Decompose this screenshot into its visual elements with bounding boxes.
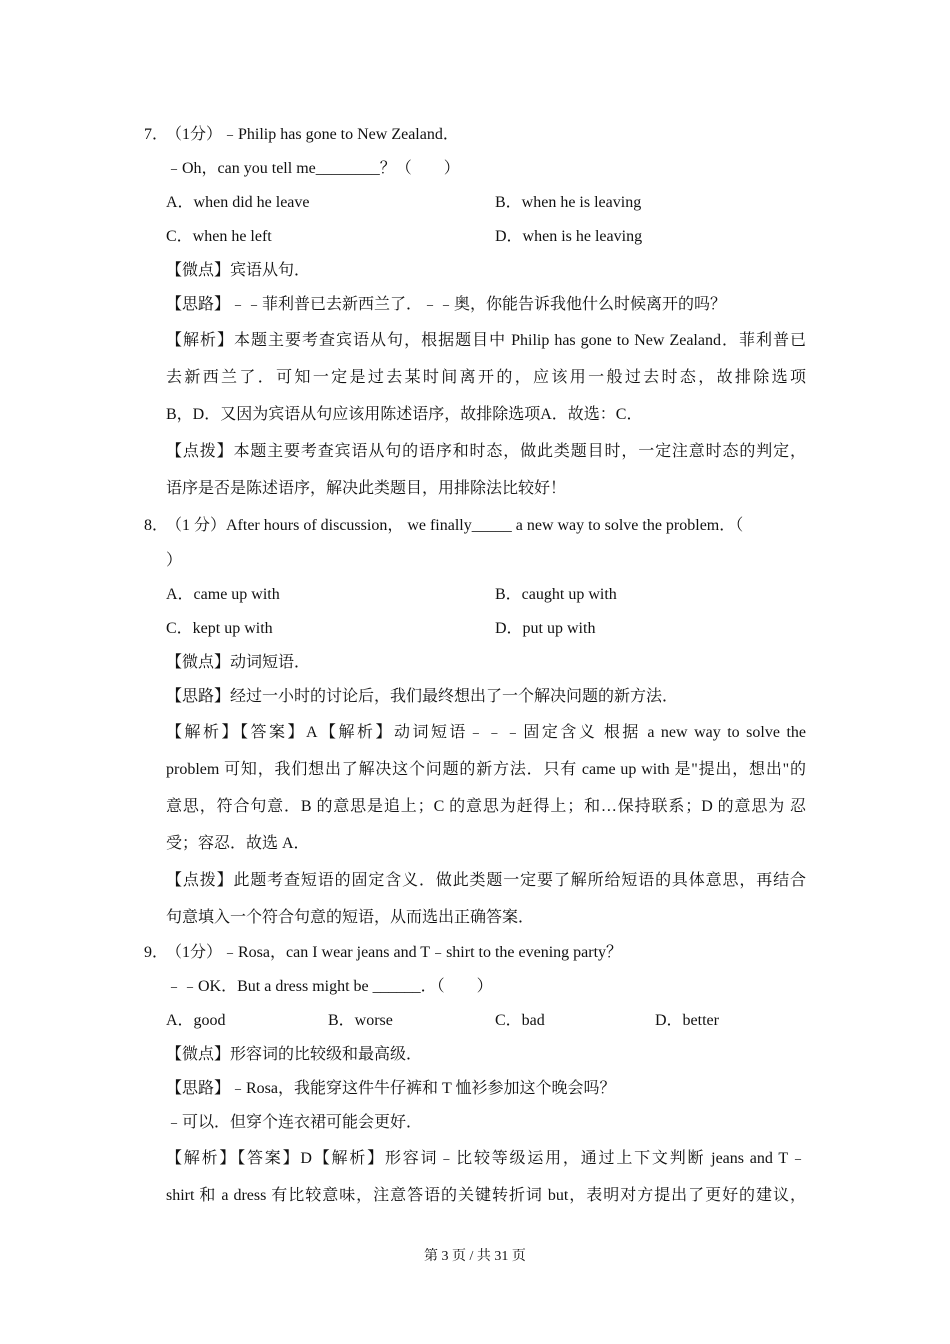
question-9-silu: 【思路】﹣Rosa，我能穿这件牛仔裤和 T 恤衫参加这个晚会吗？ xyxy=(166,1080,616,1097)
question-7-jiexi-1: 【解析】本题主要考查宾语从句，根据题目中 Philip has gone to New Zealand．菲利普已 xyxy=(166,332,806,349)
question-8-silu: 【思路】经过一小时的讨论后，我们最终想出了一个解决问题的新方法． xyxy=(166,688,679,705)
question-number: 7． xyxy=(144,126,169,143)
page-content xyxy=(0,118,950,1214)
question-9-silu-2: ﹣可以．但穿个连衣裙可能会更好． xyxy=(166,1114,423,1131)
question-8-stem xyxy=(0,507,950,544)
question-7-options-ab xyxy=(0,186,950,220)
question-8-jiexi-1: 【解析】【答案】A【解析】动词短语﹣﹣﹣固定含义 根据 a new way to solve the xyxy=(166,724,806,741)
question-7-stem xyxy=(0,118,950,152)
option-d: D．better xyxy=(655,1012,719,1029)
question-8-dianbo-1: 【点拨】此题考查短语的固定含义．做此类题一定要了解所给短语的具体意思，再结合 xyxy=(166,872,806,889)
question-8-weidian: 【微点】动词短语． xyxy=(166,654,311,671)
question-7-weidian: 【微点】宾语从句． xyxy=(166,262,311,279)
page-footer: 第 3 页 / 共 31 页 xyxy=(424,1249,526,1264)
option-a: A．came up with xyxy=(166,586,280,603)
option-b: B．caught up with xyxy=(495,586,617,603)
option-c: C．kept up with xyxy=(166,620,273,637)
question-7-dianbo-2: 语序是否是陈述语序，解决此类题目，用排除法比较好！ xyxy=(166,480,567,497)
question-7-dianbo-1: 【点拨】本题主要考查宾语从句的语序和时态，做此类题目时，一定注意时态的判定， xyxy=(166,443,806,460)
question-7-options-cd xyxy=(0,220,950,254)
option-c: C．bad xyxy=(495,1012,545,1029)
question-8-options-cd xyxy=(0,612,950,646)
question-9-weidian: 【微点】形容词的比较级和最高级． xyxy=(166,1046,423,1063)
question-9-dialogue: ﹣﹣OK．But a dress might be ______．（ ） xyxy=(166,978,493,995)
question-8-options-ab xyxy=(0,578,950,612)
option-d: D．when is he leaving xyxy=(495,228,643,245)
question-number: 8． xyxy=(144,517,169,534)
question-9-stem xyxy=(0,936,950,970)
question-9-jiexi-1: 【解析】【答案】D【解析】形容词﹣比较等级运用，通过上下文判断 jeans and T﹣ xyxy=(166,1150,806,1167)
question-8-stem-cont: ） xyxy=(166,552,183,569)
question-text: （1分）﹣Philip has gone to New Zealand． xyxy=(166,126,459,143)
question-9-options xyxy=(0,1004,950,1038)
option-a: A．good xyxy=(166,1012,226,1029)
question-8-jiexi-4: 受；容忍．故选 A． xyxy=(166,835,310,852)
question-7-dialogue: ﹣Oh，can you tell me________？（ ） xyxy=(166,160,460,177)
question-text: （1分）﹣Rosa，can I wear jeans and T﹣shirt to the evening party？ xyxy=(166,944,623,961)
option-b: B．worse xyxy=(328,1012,393,1029)
question-text: （1 分）After hours of discussion， we finally_____ a new way to solve the problem．（ xyxy=(166,517,744,534)
option-c: C．when he left xyxy=(166,228,272,245)
option-b: B．when he is leaving xyxy=(495,194,642,211)
question-7-silu: 【思路】﹣﹣菲利普已去新西兰了．﹣﹣奥，你能告诉我他什么时候离开的吗？ xyxy=(166,296,727,313)
question-8-jiexi-2: problem 可知，我们想出了解决这个问题的新方法．只有 came up with 是"提出，想出"的 xyxy=(166,761,806,778)
option-a: A．when did he leave xyxy=(166,194,310,211)
question-7-jiexi-3: B，D．又因为宾语从句应该用陈述语序，故排除选项A．故选：C． xyxy=(166,406,643,423)
question-8-jiexi-3: 意思，符合句意．B 的意思是追上；C 的意思为赶得上；和…保持联系；D 的意思为 忍 xyxy=(166,798,806,815)
option-d: D．put up with xyxy=(495,620,596,637)
question-7-jiexi-2: 去新西兰了．可知一定是过去某时间离开的，应该用一般过去时态，故排除选项 xyxy=(166,369,806,386)
question-number: 9． xyxy=(144,944,169,961)
question-8-dianbo-2: 句意填入一个符合句意的短语，从而选出正确答案． xyxy=(166,909,535,926)
question-9-jiexi-2: shirt 和 a dress 有比较意味，注意答语的关键转折词 but，表明对方提出了更好的建议， xyxy=(166,1187,806,1204)
